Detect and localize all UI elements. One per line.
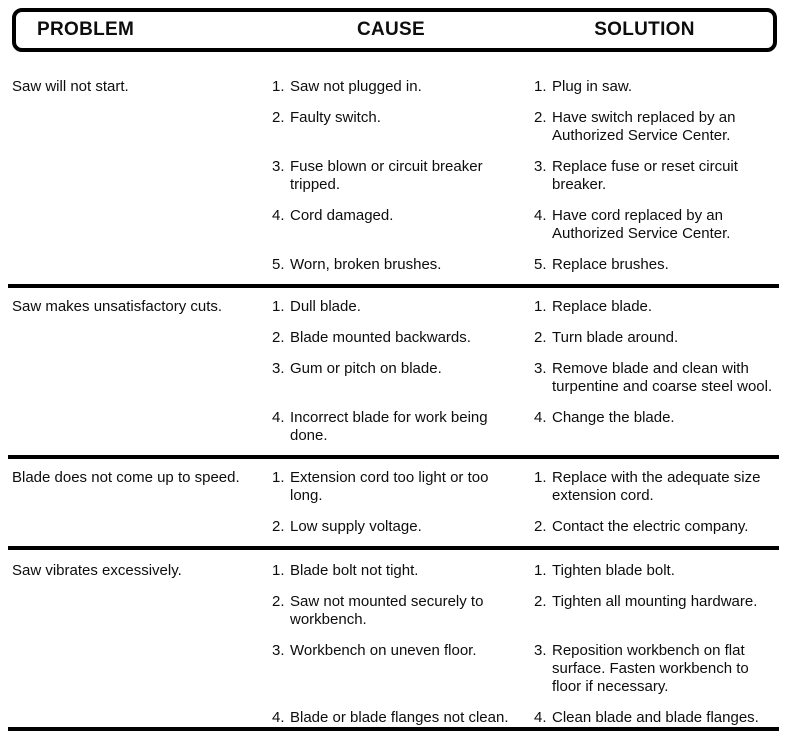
solution-item [534,469,779,505]
solution-item [534,593,779,611]
solution-item-text: Replace fuse or reset circuit breaker. [552,158,738,193]
cause-item-text: Workbench on uneven floor. [290,642,477,659]
table-row [8,68,779,284]
cause-item-text: Saw not plugged in. [290,78,422,95]
cause-item-text: Blade mounted backwards. [290,329,471,346]
solution-item-text: Have switch replaced by an Authorized Service Center. [552,109,736,144]
solution-item-number: 2. [534,329,547,346]
solution-item-number: 4. [534,709,547,726]
solution-item [534,298,779,316]
solution-item [534,518,779,536]
cause-item-number: 3. [272,642,285,659]
cause-item [272,360,534,378]
cause-solution-list [272,78,779,274]
cause-item-number: 1. [272,562,285,579]
cause-item [272,469,534,505]
solution-item-text: Replace with the adequate size extension cord. [552,469,761,504]
solution-item-text: Replace blade. [552,298,653,315]
problem-cell: Saw vibrates excessively. [12,562,182,579]
solution-item-text: Change the blade. [552,409,675,426]
table-header [12,8,777,52]
solution-item-text: Reposition workbench on flat surface. Fasten workbench to floor if necessary. [552,642,749,695]
solution-item [534,329,779,347]
cause-item-number: 4. [272,709,285,726]
troubleshooting-table [8,68,779,731]
cause-solution-list [272,469,779,536]
solution-item-number: 1. [534,78,547,95]
solution-item [534,642,779,696]
header-cause: CAUSE [356,19,425,40]
cause-item-number: 3. [272,158,285,175]
solution-item-number: 1. [534,562,547,579]
cause-item-text: Low supply voltage. [290,518,422,535]
solution-item-text: Plug in saw. [552,78,633,95]
solution-item-number: 5. [534,256,547,273]
cause-item [272,298,534,316]
problem-cell: Saw makes unsatisfactory cuts. [12,298,223,315]
solution-item [534,109,779,145]
solution-item-text: Tighten all mounting hardware. [552,593,758,610]
cause-item [272,562,534,580]
cause-item [272,329,534,347]
problem-cell: Blade does not come up to speed. [12,469,240,486]
header-solution: SOLUTION [594,19,695,40]
cause-item [272,642,534,660]
cause-item-text: Extension cord too light or too long. [290,469,489,504]
solution-item-text: Contact the electric company. [552,518,749,535]
cause-item-text: Dull blade. [290,298,361,315]
solution-item [534,256,779,274]
solution-item [534,78,779,96]
cause-item-text: Saw not mounted securely to workbench. [290,593,484,628]
solution-item [534,360,779,396]
problem-cell: Saw will not start. [12,78,129,95]
solution-item-number: 2. [534,518,547,535]
cause-item-number: 5. [272,256,285,273]
cause-item-text: Worn, broken brushes. [290,256,442,273]
solution-item-text: Clean blade and blade flanges. [552,709,759,726]
cause-item-number: 2. [272,109,285,126]
solution-item-number: 4. [534,207,547,224]
cause-item-number: 2. [272,593,285,610]
cause-item-text: Faulty switch. [290,109,381,126]
solution-item-number: 3. [534,642,547,659]
cause-item-text: Incorrect blade for work being done. [290,409,488,444]
cause-item-text: Blade or blade flanges not clean. [290,709,509,726]
cause-item-text: Gum or pitch on blade. [290,360,442,377]
table-row [8,455,779,546]
solution-item-number: 2. [534,109,547,126]
solution-item [534,409,779,427]
cause-item-number: 1. [272,78,285,95]
table-row [8,546,779,727]
solution-item-number: 4. [534,409,547,426]
cause-item [272,78,534,96]
cause-item-text: Cord damaged. [290,207,394,224]
cause-item-number: 1. [272,469,285,486]
cause-solution-list [272,562,779,727]
solution-item-text: Replace brushes. [552,256,669,273]
cause-item [272,409,534,445]
cause-item [272,518,534,536]
cause-solution-list [272,298,779,445]
table-row [8,284,779,455]
cause-item [272,158,534,194]
solution-item-number: 1. [534,298,547,315]
cause-item [272,709,534,727]
solution-item-text: Turn blade around. [552,329,679,346]
cause-item-number: 2. [272,329,285,346]
solution-item-number: 3. [534,158,547,175]
cause-item [272,109,534,127]
cause-item-number: 4. [272,207,285,224]
solution-item-number: 1. [534,469,547,486]
cause-item-number: 2. [272,518,285,535]
cause-item [272,593,534,629]
cause-item-number: 3. [272,360,285,377]
solution-item-text: Remove blade and clean with turpentine and coarse steel wool. [552,360,773,395]
cause-item [272,256,534,274]
cause-item-number: 1. [272,298,285,315]
solution-item-number: 3. [534,360,547,377]
solution-item [534,709,779,727]
solution-item [534,207,779,243]
solution-item [534,562,779,580]
solution-item-number: 2. [534,593,547,610]
cause-item-number: 4. [272,409,285,426]
header-problem: PROBLEM [37,19,135,40]
solution-item [534,158,779,194]
cause-item-text: Fuse blown or circuit breaker tripped. [290,158,483,193]
solution-item-text: Have cord replaced by an Authorized Service Center. [552,207,731,242]
cause-item-text: Blade bolt not tight. [290,562,419,579]
solution-item-text: Tighten blade bolt. [552,562,675,579]
cause-item [272,207,534,225]
